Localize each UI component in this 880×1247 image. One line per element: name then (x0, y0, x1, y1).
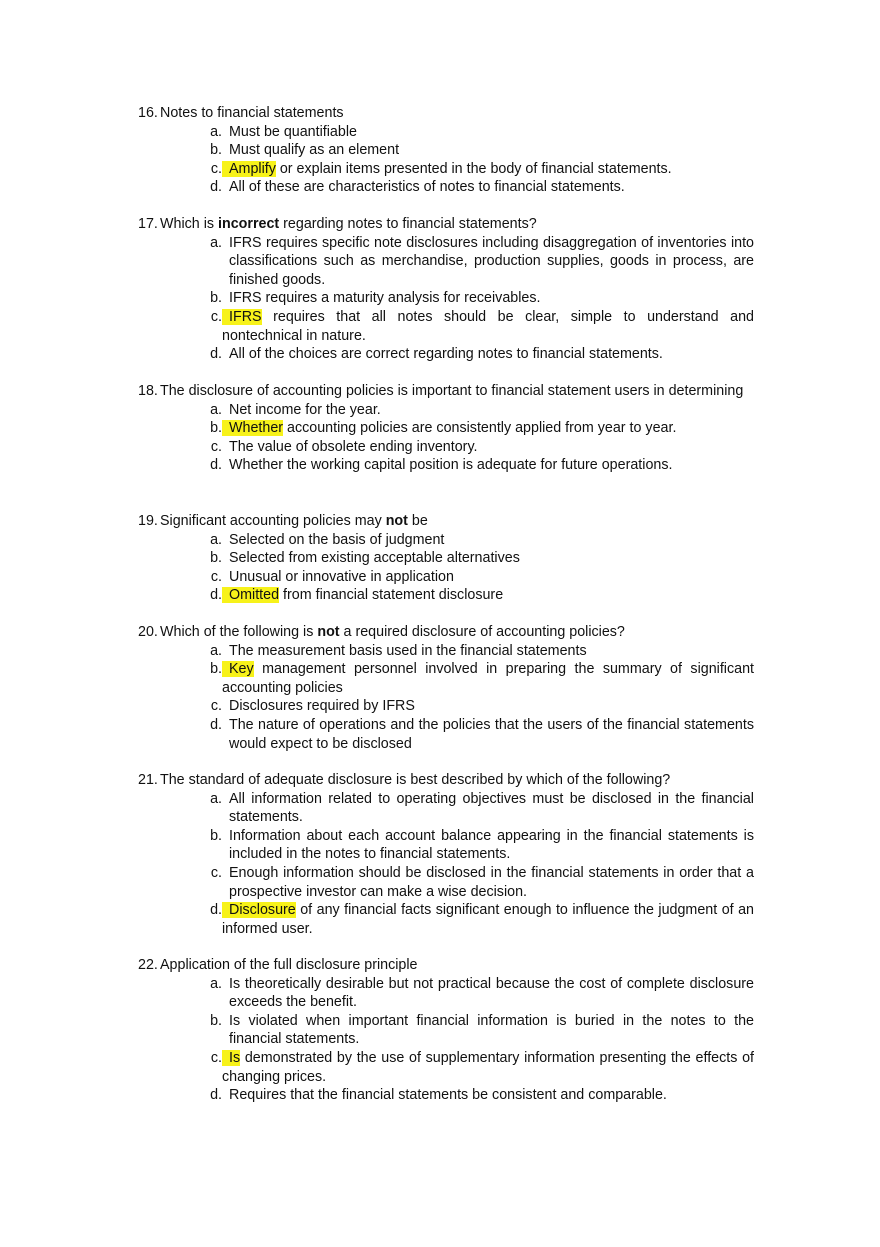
question-stem: The standard of adequate disclosure is best described by which of the following? (160, 772, 671, 788)
choice-letter: d. (210, 587, 222, 604)
question-stem: Notes to financial statements (160, 105, 344, 121)
choice-letter: d. (210, 716, 222, 733)
question-19 (138, 512, 754, 605)
choice-d (201, 1086, 754, 1105)
choice-letter: c. (210, 438, 222, 455)
choice-b (201, 289, 754, 308)
choice-text: The value of obsolete ending inventory. (229, 438, 478, 455)
question-17 (138, 215, 754, 364)
choice-c (201, 568, 754, 587)
choice-a (201, 123, 754, 142)
choice-text: or explain items presented in the body of financial statements. (275, 160, 672, 177)
choice-a (201, 975, 754, 1012)
question-stem: Which is incorrect regarding notes to financial statements? (160, 216, 537, 232)
choice-letter: b. (210, 1012, 222, 1029)
choice-letter: c. (210, 864, 222, 881)
question-number: 21. (138, 772, 158, 788)
choice-letter: d. (210, 457, 222, 474)
highlighted-answer: Omitted (222, 587, 279, 603)
choice-text: Unusual or innovative in application (229, 568, 454, 585)
choice-b (201, 827, 754, 864)
question-stem: Significant accounting policies may not be (160, 513, 428, 529)
choice-a (201, 234, 754, 290)
question-number: 18. (138, 383, 158, 399)
choice-c (201, 864, 754, 901)
choice-a (201, 790, 754, 827)
choice-letter: a. (210, 642, 222, 659)
choice-letter: a. (210, 790, 222, 807)
choice-letter: a. (210, 123, 222, 140)
question-16 (138, 104, 754, 197)
choice-letter: a. (210, 531, 222, 548)
choice-d (201, 586, 754, 605)
choice-letter: d. (210, 902, 222, 919)
choice-text: Enough information should be disclosed in the financial statements in order that a prospective investor can make a wise decision. (229, 864, 754, 900)
choice-text: of any financial facts significant enough to influence the judgment of an informed user. (222, 902, 754, 937)
choice-c (201, 1049, 754, 1086)
choice-a (201, 642, 754, 661)
choice-text: requires that all notes should be clear, simple to understand and nontechnical in nature. (222, 308, 754, 344)
choice-c (201, 438, 754, 457)
choice-d (201, 901, 754, 938)
choice-b (201, 419, 754, 438)
question-number: 22. (138, 957, 158, 973)
choice-text: from financial statement disclosure (279, 587, 504, 604)
choice-text: The measurement basis used in the financial statements (229, 642, 587, 659)
choice-letter: b. (210, 142, 222, 159)
choice-text: IFRS requires specific note disclosures including disaggregation of inventories into classifications such as merchandise, production supplies, goods in process, are finished goods. (229, 234, 754, 288)
choice-letter: c. (210, 698, 222, 715)
choice-d (201, 178, 754, 197)
choice-text: Information about each account balance appearing in the financial statements is included in the notes to financial statements. (229, 827, 754, 863)
highlighted-answer: Disclosure (222, 902, 296, 918)
choice-b (201, 1012, 754, 1049)
question-21 (138, 771, 754, 938)
choice-text: Is theoretically desirable but not practical because the cost of complete disclosure exceeds the benefit. (229, 975, 754, 1011)
choice-c (201, 697, 754, 716)
choice-b (201, 141, 754, 160)
choice-text: Selected on the basis of judgment (229, 531, 445, 548)
highlighted-answer: Key (222, 661, 254, 677)
choice-text: Whether the working capital position is adequate for future operations. (229, 457, 673, 474)
choice-d (201, 716, 754, 753)
question-20 (138, 623, 754, 753)
choice-letter: d. (210, 346, 222, 363)
choice-letter: a. (210, 975, 222, 992)
choice-text: All information related to operating objectives must be disclosed in the financial statements. (229, 790, 754, 826)
choice-letter: b. (210, 550, 222, 567)
choice-letter: c. (210, 308, 222, 325)
choice-text: Selected from existing acceptable alternatives (229, 550, 520, 567)
choice-letter: d. (210, 179, 222, 196)
choice-letter: b. (210, 290, 222, 307)
question-18 (138, 382, 754, 475)
choice-letter: b. (210, 661, 222, 678)
choice-letter: b. (210, 420, 222, 437)
choice-b (201, 660, 754, 697)
question-number: 16. (138, 105, 158, 121)
choice-text: Net income for the year. (229, 401, 381, 418)
choice-c (201, 160, 754, 179)
question-stem: Application of the full disclosure principle (160, 957, 418, 973)
choice-b (201, 549, 754, 568)
choice-letter: c. (210, 1049, 222, 1066)
question-number: 17. (138, 216, 158, 232)
highlighted-answer: IFRS (222, 309, 262, 325)
choice-d (201, 456, 754, 475)
choice-letter: c. (210, 568, 222, 585)
question-number: 20. (138, 624, 158, 640)
highlighted-answer: Is (222, 1050, 240, 1066)
choice-c (201, 308, 754, 345)
choice-text: Is violated when important financial information is buried in the notes to the financial statements. (229, 1012, 754, 1048)
choice-letter: a. (210, 234, 222, 251)
choice-letter: a. (210, 401, 222, 418)
choice-text: Requires that the financial statements be consistent and comparable. (229, 1087, 667, 1104)
choice-text: demonstrated by the use of supplementary information presenting the effects of changing prices. (222, 1049, 754, 1085)
choice-text: All of these are characteristics of notes to financial statements. (229, 179, 625, 196)
choice-a (201, 401, 754, 420)
question-22 (138, 956, 754, 1105)
choice-a (201, 531, 754, 550)
question-stem: Which of the following is not a required disclosure of accounting policies? (160, 624, 625, 640)
choice-text: management personnel involved in preparing the summary of significant accounting policies (222, 661, 754, 696)
choice-letter: d. (210, 1087, 222, 1104)
choice-text: IFRS requires a maturity analysis for receivables. (229, 290, 541, 307)
choice-letter: c. (210, 160, 222, 177)
choice-text: accounting policies are consistently applied from year to year. (283, 420, 677, 437)
question-stem: The disclosure of accounting policies is important to financial statement users in determining (160, 383, 744, 399)
choice-text: The nature of operations and the policies that the users of the financial statements would expect to be disclosed (229, 716, 754, 752)
question-number: 19. (138, 513, 158, 529)
choice-d (201, 345, 754, 364)
choice-text: All of the choices are correct regarding notes to financial statements. (229, 346, 663, 363)
choice-letter: b. (210, 827, 222, 844)
highlighted-answer: Whether (222, 420, 283, 436)
choice-text: Disclosures required by IFRS (229, 698, 415, 715)
choice-text: Must be quantifiable (229, 123, 357, 140)
choice-text: Must qualify as an element (229, 142, 400, 159)
highlighted-answer: Amplify (222, 161, 276, 177)
